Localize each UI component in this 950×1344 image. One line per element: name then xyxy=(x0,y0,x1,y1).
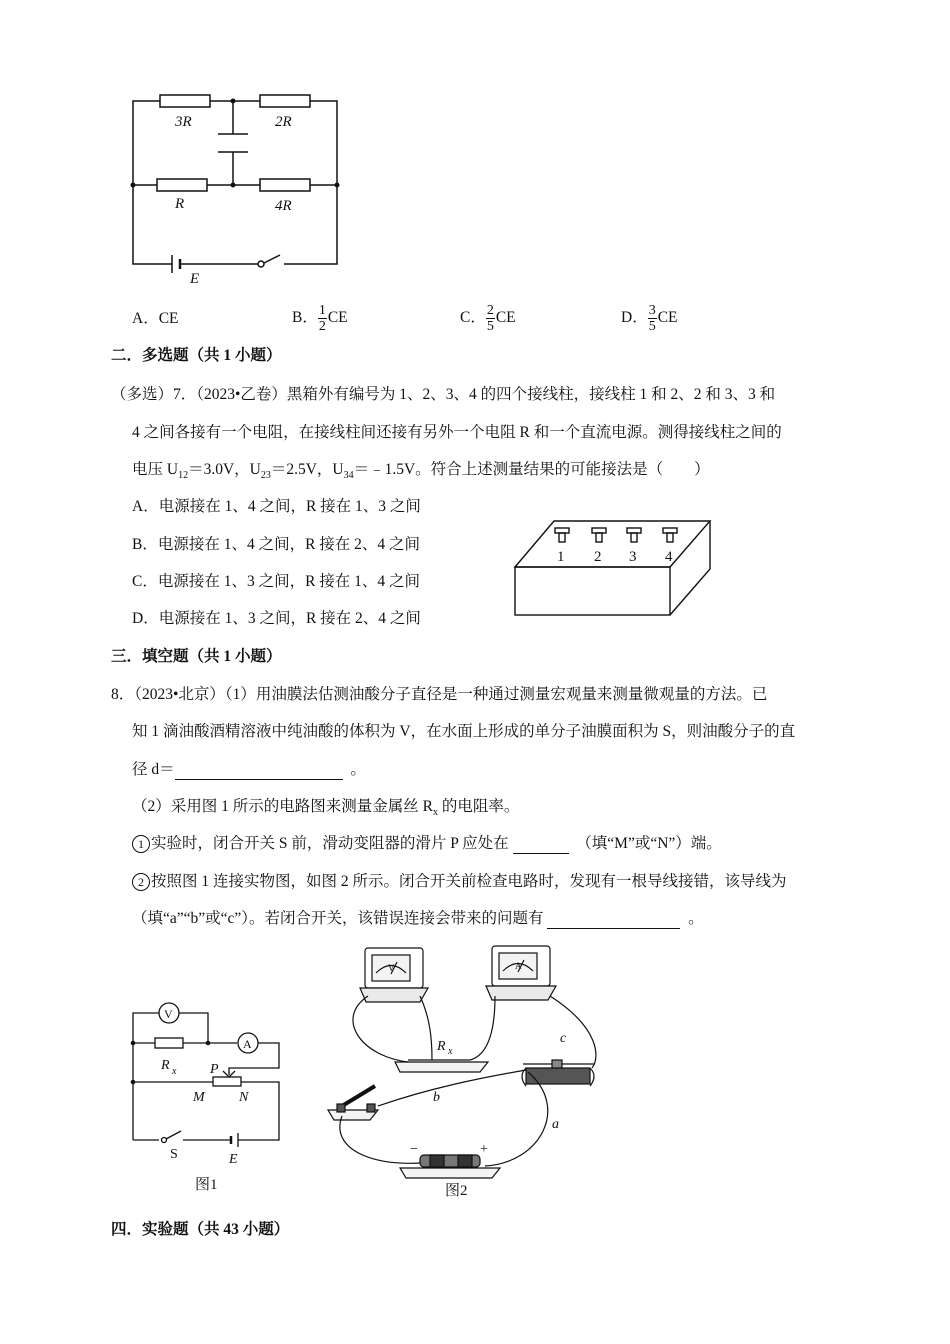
q8-item-1: 1 实验时，闭合开关 S 前，滑动变阻器的滑片 P 应处在 （填“M”或“N”）端。 xyxy=(132,834,722,854)
fig2-battery-minus: − xyxy=(410,1142,418,1157)
label-2r: 2R xyxy=(275,114,292,130)
option-a: A．CE xyxy=(132,310,179,327)
q8-line-3: 径 d＝ 。 xyxy=(132,761,366,778)
q7-line-1: （多选）7．（2023•乙卷）黑箱外有编号为 1、2、3、4 的四个接线柱，接线柱 1 和 2、2 和 3、3 和 xyxy=(111,386,776,403)
option-b: B． $\frac{1}{2}$ CE xyxy=(292,302,348,334)
wire-a xyxy=(485,1072,548,1166)
fig2-wire-a-label: a xyxy=(552,1117,559,1132)
label-4r: 4R xyxy=(275,198,292,214)
fig2-caption: 图2 xyxy=(445,1183,468,1199)
q7-option-a: A．电源接在 1、4 之间，R 接在 1、3 之间 xyxy=(132,498,421,515)
terminal-3: 3 xyxy=(629,549,637,565)
fig1-n-label: N xyxy=(239,1090,249,1105)
fig2-battery-plus: + xyxy=(480,1142,488,1157)
q7-option-b: B．电源接在 1、4 之间，R 接在 2、4 之间 xyxy=(132,536,421,553)
fig1-e-label: E xyxy=(229,1152,238,1167)
terminal-1: 1 xyxy=(557,549,565,565)
fig2-ammeter-label: A xyxy=(515,961,522,971)
section-title-multiple-choice: 二．多选题（共 1 小题） xyxy=(111,347,282,364)
fig1-ammeter-label: A xyxy=(243,1037,252,1051)
fig2-wire-b-label: b xyxy=(433,1090,440,1105)
fig1-m-label: M xyxy=(193,1090,205,1105)
capacitor-circuit-diagram xyxy=(120,88,350,288)
terminal-2: 2 xyxy=(594,549,602,565)
circled-number-1: 1 xyxy=(132,835,150,853)
figure-1-circuit xyxy=(125,993,295,1193)
fig2-rx-subscript: x xyxy=(448,1046,453,1057)
label-e: E xyxy=(190,271,200,287)
q8-part-2: （2）采用图 1 所示的电路图来测量金属丝 $R_x$ 的电阻率。 xyxy=(132,798,520,819)
option-d: D． $\frac{3}{5}$ CE xyxy=(621,302,678,334)
option-c: C． $\frac{2}{5}$ CE xyxy=(460,302,516,334)
q8-item-2-line-2: （填“a”“b”或“c”）。若闭合开关，该错误连接会带来的问题有 。 xyxy=(132,910,704,927)
terminal-4: 4 xyxy=(665,549,673,565)
answer-blank-slider-position[interactable] xyxy=(513,837,569,854)
wire-b xyxy=(378,1070,526,1106)
section-title-fill-blank: 三．填空题（共 1 小题） xyxy=(111,648,282,665)
fig1-voltmeter-label: V xyxy=(164,1007,173,1021)
section-title-experiment: 四．实验题（共 43 小题） xyxy=(111,1221,290,1238)
q7-option-d: D．电源接在 1、3 之间，R 接在 2、4 之间 xyxy=(132,610,421,627)
figure-2-apparatus xyxy=(320,938,610,1203)
q8-item-2-line-1: 2 按照图 1 连接实物图，如图 2 所示。闭合开关前检查电路时，发现有一根导线接错，该导线为 xyxy=(132,872,787,892)
label-r: R xyxy=(175,196,185,212)
label-3r: 3R xyxy=(175,114,192,130)
answer-blank-problem[interactable] xyxy=(547,912,680,929)
fig2-rx-label: R xyxy=(437,1039,446,1054)
wire-c xyxy=(550,996,596,1068)
fig1-caption: 图1 xyxy=(195,1177,218,1193)
q7-line-3: 电压 $U_{12}=3.0V$，$U_{23}=2.5V$，$U_{34}=﹣1.5V$。符合上述测量结果的可能接法是（ ） xyxy=(132,461,710,482)
fig2-voltmeter-label: V xyxy=(388,963,395,973)
q8-line-2: 知 1 滴油酸酒精溶液中纯油酸的体积为 V，在水面上形成的单分子油膜面积为 S，则油酸分子的直 xyxy=(132,723,796,740)
q7-option-c: C．电源接在 1、3 之间，R 接在 1、4 之间 xyxy=(132,573,421,590)
black-box-figure xyxy=(510,515,715,620)
fig2-wire-c-label: c xyxy=(560,1031,567,1046)
fig1-s-label: S xyxy=(170,1147,178,1162)
fig1-rx-label: R xyxy=(161,1058,170,1073)
fig1-p-label: P xyxy=(210,1062,219,1077)
q8-line-1: 8．（2023•北京）（1）用油膜法估测油酸分子直径是一种通过测量宏观量来测量微观量的方法。已 xyxy=(111,686,768,703)
q7-line-2: 4 之间各接有一个电阻，在接线柱间还接有另外一个电阻 R 和一个直流电源。测得接线柱之间的 xyxy=(132,424,782,441)
circled-number-2: 2 xyxy=(132,873,150,891)
answer-blank-diameter[interactable] xyxy=(175,763,343,780)
fig1-rx-subscript: x xyxy=(172,1066,177,1077)
